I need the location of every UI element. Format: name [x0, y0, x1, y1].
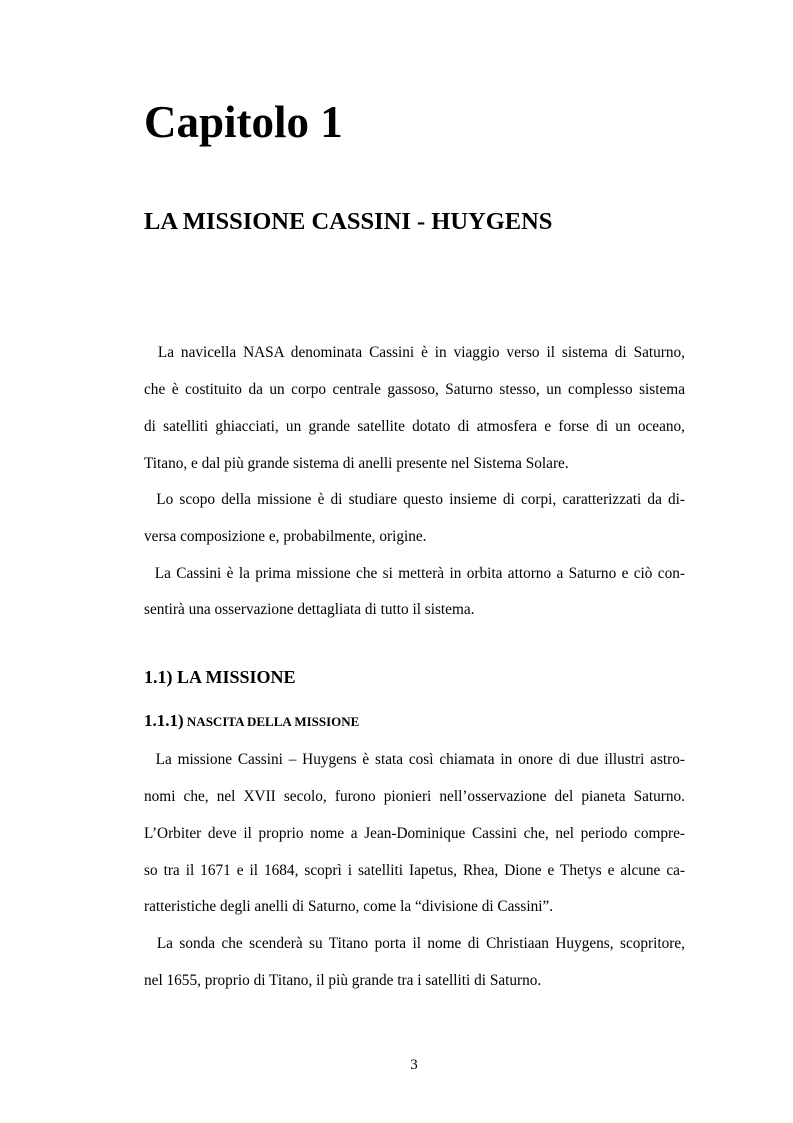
chapter-subtitle: LA MISSIONE CASSINI - HUYGENS: [144, 208, 553, 235]
subsection-title: NASCITA DELLA MISSIONE: [183, 714, 360, 729]
intro-line: La Cassini è la prima missione che si metterà in orbita attorno a Saturno e ciò con-: [144, 565, 685, 582]
section-line: so tra il 1671 e il 1684, scoprì i satelliti Iapetus, Rhea, Dione e Thetys e alcune ca-: [144, 862, 685, 879]
intro-line: Lo scopo della missione è di studiare questo insieme di corpi, caratterizzati da di-: [144, 491, 685, 508]
section-line: nel 1655, proprio di Titano, il più grande tra i satelliti di Saturno.: [144, 972, 542, 989]
section-line: La sonda che scenderà su Titano porta il nome di Christiaan Huygens, scopritore,: [144, 935, 685, 952]
section-line: L’Orbiter deve il proprio nome a Jean-Dominique Cassini che, nel periodo compre-: [144, 825, 685, 842]
intro-line: sentirà una osservazione dettagliata di tutto il sistema.: [144, 601, 475, 618]
intro-line: La navicella NASA denominata Cassini è in viaggio verso il sistema di Saturno,: [144, 344, 685, 361]
section-line: La missione Cassini – Huygens è stata così chiamata in onore di due illustri astro-: [144, 751, 685, 768]
intro-line: che è costituito da un corpo centrale gassoso, Saturno stesso, un complesso sistema: [144, 381, 685, 398]
page-number: 3: [410, 1057, 418, 1073]
section-line: nomi che, nel XVII secolo, furono pionieri nell’osservazione del pianeta Saturno.: [144, 788, 685, 805]
intro-line: di satelliti ghiacciati, un grande satellite dotato di atmosfera e forse di un oceano,: [144, 418, 685, 435]
intro-line: Titano, e dal più grande sistema di anelli presente nel Sistema Solare.: [144, 455, 569, 472]
subsection-heading: [144, 709, 359, 734]
chapter-title: Capitolo 1: [144, 97, 343, 147]
section-heading: 1.1) LA MISSIONE: [144, 667, 296, 687]
subsection-number: 1.1.1): [144, 711, 184, 730]
section-line: ratteristiche degli anelli di Saturno, come la “divisione di Cassini”.: [144, 898, 554, 915]
intro-line: versa composizione e, probabilmente, origine.: [144, 528, 427, 545]
